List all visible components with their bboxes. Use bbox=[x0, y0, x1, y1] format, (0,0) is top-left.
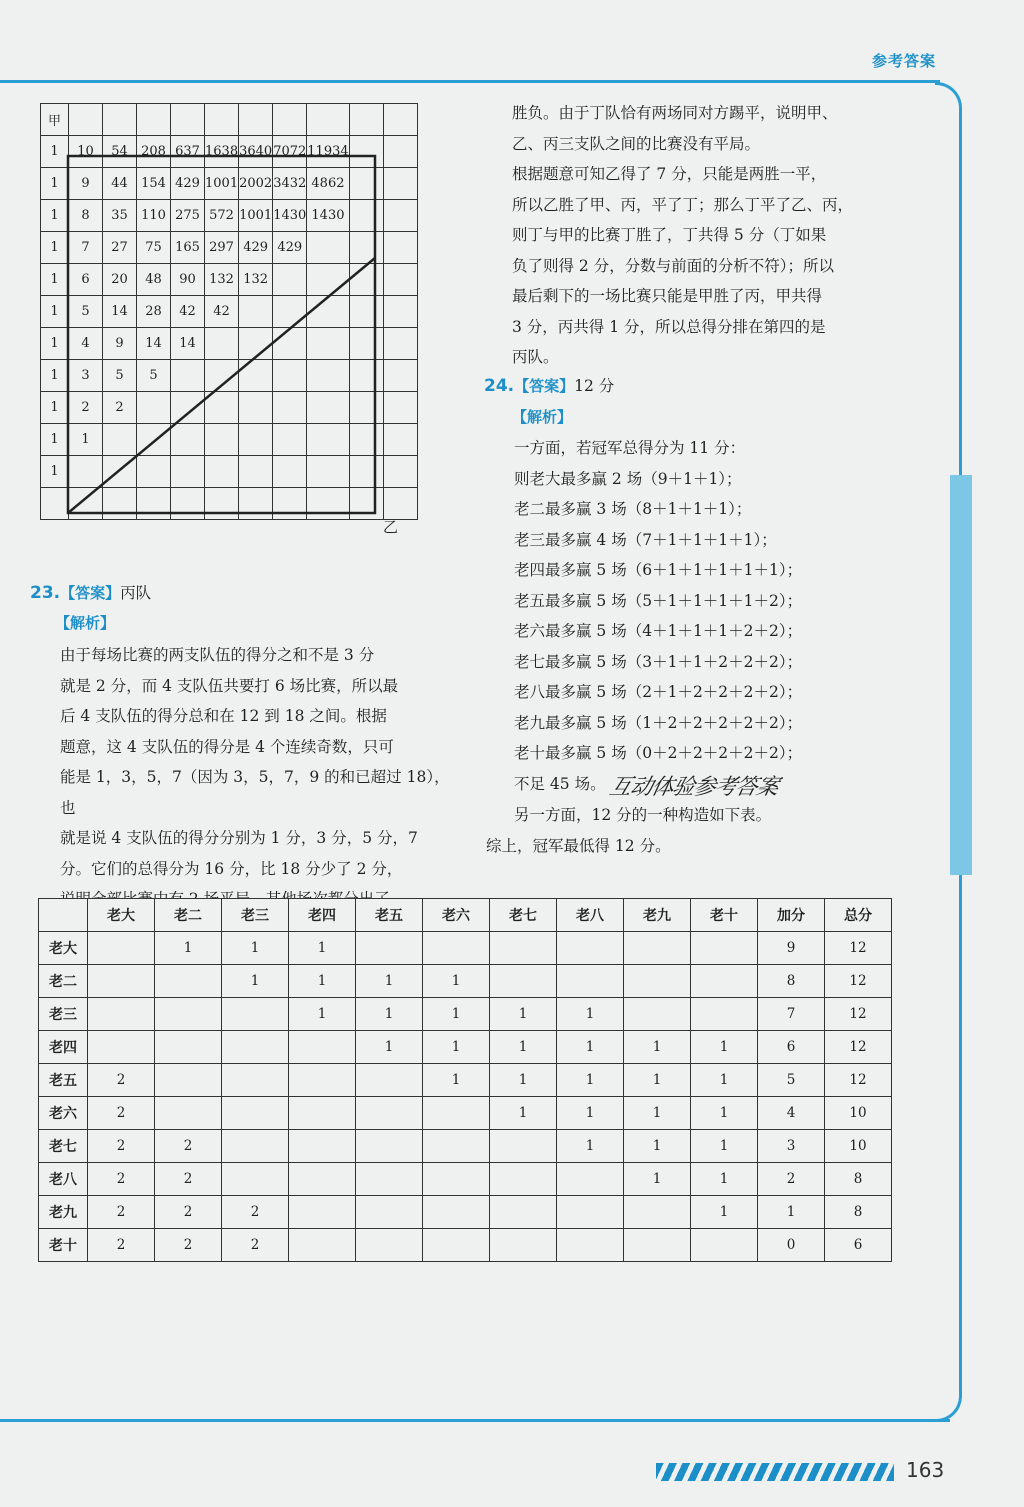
score-cell bbox=[88, 965, 155, 998]
score-cell bbox=[423, 1163, 490, 1196]
score-cell: 10 bbox=[825, 1130, 892, 1163]
score-table-header-cell: 老十 bbox=[691, 899, 758, 932]
grid-cell: 1 bbox=[41, 424, 69, 456]
score-cell: 12 bbox=[825, 1031, 892, 1064]
grid-cell: 14 bbox=[137, 328, 171, 360]
score-cell: 12 bbox=[825, 998, 892, 1031]
q23-analysis bbox=[60, 640, 450, 915]
score-cell: 1 bbox=[691, 1064, 758, 1097]
q23-line: 就是 2 分，而 4 支队伍共要打 6 场比赛，所以最 bbox=[60, 676, 399, 695]
q24-conclusion: 综上，冠军最低得 12 分。 bbox=[486, 837, 671, 855]
grid-cell: 1 bbox=[41, 232, 69, 264]
grid-diagonal bbox=[68, 258, 375, 513]
score-cell: 2 bbox=[155, 1229, 222, 1262]
score-table-header-cell: 老四 bbox=[289, 899, 356, 932]
score-cell bbox=[557, 1163, 624, 1196]
q24-line: 则老大最多赢 2 场（9＋1＋1）； bbox=[514, 469, 742, 488]
score-cell bbox=[557, 1229, 624, 1262]
score-cell bbox=[691, 932, 758, 965]
score-cell: 1 bbox=[289, 998, 356, 1031]
grid-cell: 3640 bbox=[239, 136, 273, 168]
q24-line: 老三最多赢 4 场（7＋1＋1＋1＋1）； bbox=[514, 530, 777, 549]
score-cell bbox=[490, 965, 557, 998]
q24-answer: 12 分 bbox=[574, 377, 615, 395]
score-cell: 1 bbox=[691, 1163, 758, 1196]
score-table-header-cell: 老七 bbox=[490, 899, 557, 932]
score-cell bbox=[155, 998, 222, 1031]
q24-answer-line bbox=[484, 371, 614, 402]
score-row-label: 老六 bbox=[39, 1097, 88, 1130]
table-row bbox=[39, 1163, 892, 1196]
score-cell bbox=[356, 1097, 423, 1130]
score-cell: 1 bbox=[691, 1130, 758, 1163]
score-cell: 2 bbox=[155, 1163, 222, 1196]
q23-analysis-tag: 【解析】 bbox=[55, 614, 116, 632]
score-cell: 1 bbox=[356, 998, 423, 1031]
grid-top-label: 甲 bbox=[41, 104, 69, 136]
grid-cell: 1 bbox=[69, 424, 103, 456]
score-cell bbox=[356, 1130, 423, 1163]
grid-cell: 42 bbox=[205, 296, 239, 328]
score-cell: 2 bbox=[88, 1163, 155, 1196]
score-cell: 2 bbox=[88, 1097, 155, 1130]
score-row-label: 老五 bbox=[39, 1064, 88, 1097]
q24-line: 一方面，若冠军总得分为 11 分： bbox=[514, 439, 746, 457]
grid-cell: 132 bbox=[239, 264, 273, 296]
grid-cell: 1 bbox=[41, 136, 69, 168]
grid-cell: 1638 bbox=[205, 136, 239, 168]
grid-cell: 11934 bbox=[307, 136, 349, 168]
score-cell: 1 bbox=[490, 1064, 557, 1097]
grid-cell: 154 bbox=[137, 168, 171, 200]
score-cell bbox=[423, 1229, 490, 1262]
q23-cont-line: 所以乙胜了甲、丙，平了丁；那么丁平了乙、丙， bbox=[512, 195, 854, 214]
score-cell: 2 bbox=[88, 1196, 155, 1229]
q23-number: 23. bbox=[30, 583, 61, 603]
score-cell: 1 bbox=[624, 1064, 691, 1097]
score-row-label: 老大 bbox=[39, 932, 88, 965]
score-cell bbox=[222, 1130, 289, 1163]
grid-cell: 297 bbox=[205, 232, 239, 264]
score-cell bbox=[691, 998, 758, 1031]
score-table-header-cell: 老五 bbox=[356, 899, 423, 932]
score-cell bbox=[289, 1064, 356, 1097]
grid-cell: 10 bbox=[69, 136, 103, 168]
table-row bbox=[39, 1196, 892, 1229]
score-cell bbox=[356, 1229, 423, 1262]
score-cell: 12 bbox=[825, 965, 892, 998]
grid-cell: 9 bbox=[103, 328, 137, 360]
score-cell bbox=[624, 932, 691, 965]
score-cell: 9 bbox=[758, 932, 825, 965]
q24-analysis-tag: 【解析】 bbox=[512, 408, 573, 426]
grid-cell: 44 bbox=[103, 168, 137, 200]
grid-cell: 1001 bbox=[205, 168, 239, 200]
score-row-label: 老七 bbox=[39, 1130, 88, 1163]
score-table-header bbox=[39, 899, 892, 932]
score-cell bbox=[222, 1097, 289, 1130]
score-table-header-cell: 加分 bbox=[758, 899, 825, 932]
grid-cell: 5 bbox=[103, 360, 137, 392]
score-cell: 1 bbox=[289, 932, 356, 965]
score-cell bbox=[624, 998, 691, 1031]
grid-cell: 637 bbox=[171, 136, 205, 168]
q23-line: 能是 1，3，5，7（因为 3，5，7，9 的和已超过 18），也 bbox=[60, 768, 450, 817]
score-cell bbox=[356, 1196, 423, 1229]
score-cell: 6 bbox=[825, 1229, 892, 1262]
grid-cell: 165 bbox=[171, 232, 205, 264]
score-cell bbox=[88, 1031, 155, 1064]
grid-cell: 429 bbox=[273, 232, 307, 264]
score-cell bbox=[490, 1163, 557, 1196]
grid-cell: 2002 bbox=[239, 168, 273, 200]
q24-analysis bbox=[514, 433, 924, 799]
grid-cell: 572 bbox=[205, 200, 239, 232]
score-cell bbox=[490, 1130, 557, 1163]
score-cell: 1 bbox=[758, 1196, 825, 1229]
score-cell: 2 bbox=[758, 1163, 825, 1196]
score-cell bbox=[155, 1031, 222, 1064]
q23-cont-line: 乙、丙三支队之间的比赛没有平局。 bbox=[512, 134, 761, 153]
q23-line: 后 4 支队伍的得分总和在 12 到 18 之间。根据 bbox=[60, 707, 387, 725]
grid-cell: 1 bbox=[41, 392, 69, 424]
score-cell: 1 bbox=[691, 1097, 758, 1130]
score-table bbox=[38, 898, 892, 1262]
q23-cont-line: 丙队。 bbox=[512, 348, 559, 366]
grid-cell: 28 bbox=[137, 296, 171, 328]
q23-cont-line: 最后剩下的一场比赛只能是甲胜了丙，甲共得 bbox=[512, 287, 823, 305]
score-cell bbox=[691, 1229, 758, 1262]
score-cell: 1 bbox=[490, 1031, 557, 1064]
q23-cont-line: 负了则得 2 分，分数与前面的分析不符）；所以 bbox=[512, 256, 834, 275]
score-cell bbox=[490, 932, 557, 965]
q24-answer-tag: 【答案】 bbox=[514, 377, 575, 395]
score-cell bbox=[356, 1064, 423, 1097]
q23-line: 题意，这 4 支队伍的得分是 4 个连续奇数，只可 bbox=[60, 737, 394, 756]
grid-cell: 1430 bbox=[273, 200, 307, 232]
score-table-header-cell bbox=[39, 899, 88, 932]
score-cell bbox=[222, 998, 289, 1031]
score-table-header-cell: 老三 bbox=[222, 899, 289, 932]
q23-cont-line: 则丁与甲的比赛丁胜了，丁共得 5 分（丁如果 bbox=[512, 226, 827, 244]
q24-line: 老五最多赢 5 场（5＋1＋1＋1＋1＋2）； bbox=[514, 591, 803, 610]
table-row bbox=[39, 1130, 892, 1163]
score-row-label: 老九 bbox=[39, 1196, 88, 1229]
q24-line: 老七最多赢 5 场（3＋1＋1＋2＋2＋2）； bbox=[514, 652, 803, 671]
handwritten-note: 互动体验参考答案 bbox=[606, 775, 781, 800]
score-table-header-cell: 老九 bbox=[624, 899, 691, 932]
score-cell bbox=[289, 1229, 356, 1262]
grid-cell: 3432 bbox=[273, 168, 307, 200]
score-cell: 1 bbox=[423, 1031, 490, 1064]
score-cell bbox=[155, 965, 222, 998]
score-cell: 1 bbox=[356, 965, 423, 998]
table-row bbox=[39, 932, 892, 965]
grid-cell: 54 bbox=[103, 136, 137, 168]
grid-cell: 42 bbox=[171, 296, 205, 328]
grid-cell: 1 bbox=[41, 296, 69, 328]
grid-cell: 275 bbox=[171, 200, 205, 232]
grid-cell: 429 bbox=[239, 232, 273, 264]
score-cell: 1 bbox=[624, 1031, 691, 1064]
grid-cell: 4 bbox=[69, 328, 103, 360]
score-cell: 4 bbox=[758, 1097, 825, 1130]
grid-overlay bbox=[40, 103, 440, 533]
score-cell: 2 bbox=[88, 1130, 155, 1163]
q23-cont-line: 根据题意可知乙得了 7 分，只能是两胜一平， bbox=[512, 165, 827, 183]
score-cell bbox=[423, 1097, 490, 1130]
grid-bold-border bbox=[68, 156, 375, 513]
grid-cell: 14 bbox=[103, 296, 137, 328]
score-cell: 5 bbox=[758, 1064, 825, 1097]
table-row bbox=[39, 1229, 892, 1262]
score-cell bbox=[356, 1163, 423, 1196]
q23-cont-line: 胜负。由于丁队恰有两场同对方踢平，说明甲、 bbox=[512, 104, 838, 122]
q24-line: 老十最多赢 5 场（0＋2＋2＋2＋2＋2）； bbox=[514, 744, 803, 762]
score-cell bbox=[557, 932, 624, 965]
grid-cell: 2 bbox=[69, 392, 103, 424]
score-cell: 2 bbox=[155, 1130, 222, 1163]
q24-line: 老八最多赢 5 场（2＋1＋2＋2＋2＋2）； bbox=[514, 683, 803, 701]
score-cell: 1 bbox=[557, 1064, 624, 1097]
q23-answer: 丙队 bbox=[120, 584, 152, 602]
page-frame-bottom bbox=[0, 1419, 950, 1422]
score-cell: 2 bbox=[88, 1064, 155, 1097]
score-cell bbox=[624, 1229, 691, 1262]
score-table-header-cell: 老二 bbox=[155, 899, 222, 932]
score-cell bbox=[289, 1031, 356, 1064]
score-cell bbox=[155, 1064, 222, 1097]
q24-number: 24. bbox=[484, 376, 515, 396]
grid-cell: 1430 bbox=[307, 200, 349, 232]
score-cell: 12 bbox=[825, 932, 892, 965]
score-cell: 6 bbox=[758, 1031, 825, 1064]
score-cell: 1 bbox=[624, 1130, 691, 1163]
score-table-header-cell: 总分 bbox=[825, 899, 892, 932]
score-cell: 12 bbox=[825, 1064, 892, 1097]
score-cell bbox=[88, 998, 155, 1031]
grid-cell: 20 bbox=[103, 264, 137, 296]
grid-cell: 35 bbox=[103, 200, 137, 232]
grid-cell: 2 bbox=[103, 392, 137, 424]
grid-cell: 7 bbox=[69, 232, 103, 264]
score-cell: 2 bbox=[222, 1196, 289, 1229]
q23-line: 由于每场比赛的两支队伍的得分之和不是 3 分 bbox=[60, 646, 375, 664]
score-cell: 1 bbox=[624, 1097, 691, 1130]
score-cell: 1 bbox=[289, 965, 356, 998]
grid-cell: 1 bbox=[41, 328, 69, 360]
score-cell: 1 bbox=[222, 932, 289, 965]
page-section-title: 参考答案 bbox=[871, 52, 936, 70]
score-cell bbox=[289, 1163, 356, 1196]
score-cell bbox=[289, 1196, 356, 1229]
grid-cell: 429 bbox=[171, 168, 205, 200]
page-number: 163 bbox=[906, 1458, 945, 1482]
grid-cell: 1 bbox=[41, 264, 69, 296]
score-cell bbox=[155, 1097, 222, 1130]
score-cell: 1 bbox=[222, 965, 289, 998]
grid-cell: 90 bbox=[171, 264, 205, 296]
score-cell: 1 bbox=[423, 1064, 490, 1097]
grid-cell: 6 bbox=[69, 264, 103, 296]
q24-line: 老六最多赢 5 场（4＋1＋1＋1＋2＋2）； bbox=[514, 622, 803, 640]
score-cell bbox=[423, 1130, 490, 1163]
q24-line: 老四最多赢 5 场（6＋1＋1＋1＋1＋1）； bbox=[514, 561, 803, 579]
score-cell: 7 bbox=[758, 998, 825, 1031]
score-cell: 1 bbox=[423, 998, 490, 1031]
grid-cell: 132 bbox=[205, 264, 239, 296]
grid-cell: 110 bbox=[137, 200, 171, 232]
grid-cell: 27 bbox=[103, 232, 137, 264]
score-cell: 1 bbox=[557, 1130, 624, 1163]
score-cell: 8 bbox=[825, 1163, 892, 1196]
score-cell bbox=[557, 1196, 624, 1229]
grid-cell: 5 bbox=[69, 296, 103, 328]
score-cell bbox=[222, 1064, 289, 1097]
side-tab bbox=[950, 475, 972, 875]
grid-cell: 14 bbox=[171, 328, 205, 360]
grid-cell: 208 bbox=[137, 136, 171, 168]
score-row-label: 老八 bbox=[39, 1163, 88, 1196]
q24-line: 老二最多赢 3 场（8＋1＋1＋1）； bbox=[514, 500, 752, 518]
score-cell bbox=[423, 932, 490, 965]
score-cell bbox=[423, 1196, 490, 1229]
score-cell: 8 bbox=[758, 965, 825, 998]
grid-cell: 48 bbox=[137, 264, 171, 296]
q23-answer-line bbox=[30, 578, 151, 609]
score-table-header-cell: 老大 bbox=[88, 899, 155, 932]
q23-cont-line: 3 分，丙共得 1 分，所以总得分排在第四的是 bbox=[512, 317, 826, 336]
grid-cell: 8 bbox=[69, 200, 103, 232]
score-cell bbox=[289, 1097, 356, 1130]
grid-corner-label: 乙 bbox=[383, 518, 399, 536]
score-cell bbox=[557, 965, 624, 998]
score-cell: 8 bbox=[825, 1196, 892, 1229]
score-table-header-cell: 老八 bbox=[557, 899, 624, 932]
score-cell: 1 bbox=[624, 1163, 691, 1196]
score-cell: 2 bbox=[88, 1229, 155, 1262]
score-cell: 0 bbox=[758, 1229, 825, 1262]
score-row-label: 老二 bbox=[39, 965, 88, 998]
grid-cell: 3 bbox=[69, 360, 103, 392]
score-row-label: 老十 bbox=[39, 1229, 88, 1262]
score-cell: 1 bbox=[423, 965, 490, 998]
grid-cell: 7072 bbox=[273, 136, 307, 168]
score-cell: 1 bbox=[490, 1097, 557, 1130]
grid-cell: 1001 bbox=[239, 200, 273, 232]
grid-cell: 1 bbox=[41, 200, 69, 232]
score-row-label: 老四 bbox=[39, 1031, 88, 1064]
score-cell: 3 bbox=[758, 1130, 825, 1163]
score-cell bbox=[289, 1130, 356, 1163]
table-row bbox=[39, 1031, 892, 1064]
score-cell: 1 bbox=[557, 1031, 624, 1064]
q23-continuation bbox=[512, 98, 912, 373]
score-cell: 1 bbox=[356, 1031, 423, 1064]
score-cell: 1 bbox=[691, 1031, 758, 1064]
score-cell bbox=[691, 965, 758, 998]
q24-line: 不足 45 场。 bbox=[514, 774, 606, 793]
grid-cell: 1 bbox=[41, 168, 69, 200]
grid-cell: 75 bbox=[137, 232, 171, 264]
score-cell: 2 bbox=[155, 1196, 222, 1229]
score-cell bbox=[624, 1196, 691, 1229]
score-cell bbox=[222, 1031, 289, 1064]
q23-answer-tag: 【答案】 bbox=[60, 584, 121, 602]
grid-cell: 4862 bbox=[307, 168, 349, 200]
score-cell bbox=[88, 932, 155, 965]
score-cell: 1 bbox=[691, 1196, 758, 1229]
footer-stripes bbox=[656, 1463, 894, 1481]
score-cell: 2 bbox=[222, 1229, 289, 1262]
score-table-header-cell: 老六 bbox=[423, 899, 490, 932]
header-rule bbox=[0, 80, 940, 83]
table-row bbox=[39, 1097, 892, 1130]
score-cell bbox=[624, 965, 691, 998]
table-row bbox=[39, 1064, 892, 1097]
grid-cell: 9 bbox=[69, 168, 103, 200]
table-row bbox=[39, 998, 892, 1031]
q24-other-side: 另一方面，12 分的一种构造如下表。 bbox=[514, 806, 772, 824]
score-cell bbox=[490, 1196, 557, 1229]
grid-cell: 1 bbox=[41, 456, 69, 488]
score-cell: 10 bbox=[825, 1097, 892, 1130]
score-cell: 1 bbox=[155, 932, 222, 965]
grid-cell: 1 bbox=[41, 360, 69, 392]
grid-cell: 5 bbox=[137, 360, 171, 392]
score-cell: 1 bbox=[557, 998, 624, 1031]
score-row-label: 老三 bbox=[39, 998, 88, 1031]
q23-line: 就是说 4 支队伍的得分分别为 1 分，3 分，5 分，7 bbox=[60, 829, 418, 847]
score-cell bbox=[490, 1229, 557, 1262]
score-cell: 1 bbox=[557, 1097, 624, 1130]
score-cell bbox=[356, 932, 423, 965]
q24-line: 老九最多赢 5 场（1＋2＋2＋2＋2＋2）； bbox=[514, 713, 803, 732]
score-cell bbox=[222, 1163, 289, 1196]
table-row bbox=[39, 965, 892, 998]
q23-line: 分。它们的总得分为 16 分，比 18 分少了 2 分， bbox=[60, 859, 403, 878]
score-cell: 1 bbox=[490, 998, 557, 1031]
